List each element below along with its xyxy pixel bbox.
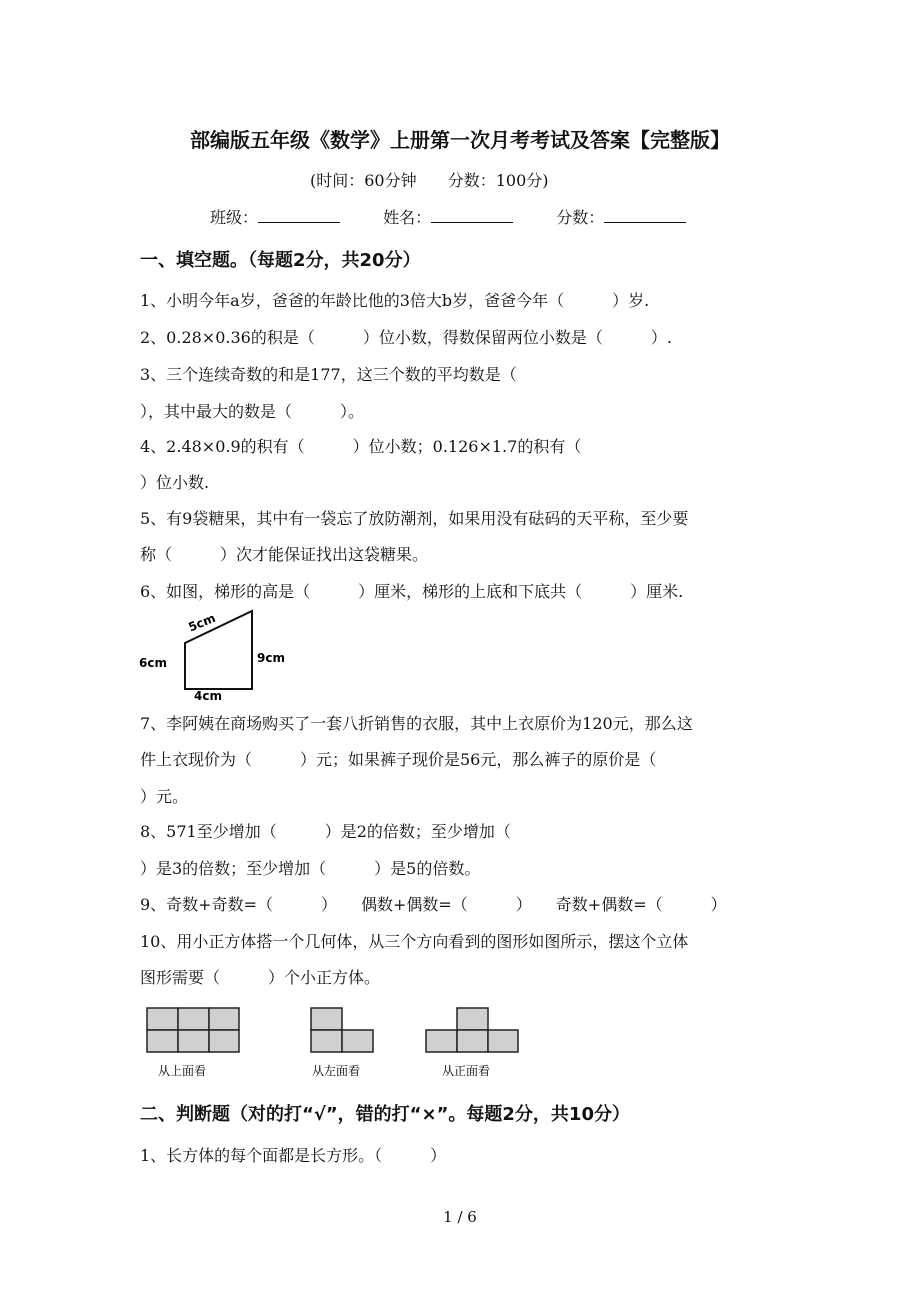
score-field[interactable] [604,208,686,223]
name-label: 姓名： [383,208,432,227]
question-line: 6、如图，梯形的高是（ ）厘米，梯形的上底和下底共（ ）厘米. [140,582,684,601]
section-heading: 二、判断题（对的打“√”，错的打“×”。每题2分，共10分） [140,1104,630,1125]
class-label: 班级： [210,208,259,227]
question-line: 件上衣现价为（ ）元；如果裤子现价是56元，那么裤子的原价是（ [140,750,657,769]
front-view [426,1008,518,1052]
question-line: 10、用小正方体搭一个几何体，从三个方向看到的图形如图所示，摆这个立体 [140,932,689,951]
question-line: 1、小明今年a岁，爸爸的年龄比他的3倍大b岁，爸爸今年（ ）岁. [140,291,650,310]
question-line: 1、长方体的每个面都是长方形。（ ） [140,1146,447,1165]
view-label: 从上面看 [158,1064,207,1078]
three-views-figure [140,1005,530,1083]
question-line: 4、2.48×0.9的积有（ ）位小数；0.126×1.7的积有（ [140,437,582,456]
slant-label: 5cm [186,610,218,635]
bottom-label: 4cm [194,689,222,700]
left-height-label: 6cm [139,656,167,670]
question-line: 图形需要（ ）个小正方体。 [140,968,381,987]
question-line: 2、0.28×0.36的积是（ ）位小数，得数保留两位小数是（ ）. [140,328,672,347]
question-line: ），其中最大的数是（ ）。 [140,402,365,421]
trapezoid-figure [136,605,306,700]
score-label: 分数： [556,208,605,227]
student-info [210,205,724,228]
section-heading: 一、填空题。（每题2分，共20分） [140,250,421,271]
question-line: 9、奇数+奇数=（ ） 偶数+偶数=（ ） 奇数+偶数=（ ） [140,895,727,914]
class-field[interactable] [258,208,340,223]
question-line: ）元。 [140,787,189,806]
view-label: 从正面看 [442,1064,491,1078]
time-info: (时间：60分钟 [310,171,417,190]
question-line: ）位小数. [140,473,210,492]
left-view [311,1008,373,1052]
question-line: 称（ ）次才能保证找出这袋糖果。 [140,545,429,564]
view-label: 从左面看 [312,1064,361,1078]
question-line: 5、有9袋糖果，其中有一袋忘了放防潮剂，如果用没有砝码的天平称，至少要 [140,509,689,528]
page-number: 1 / 6 [443,1208,477,1226]
total-score-info: 分数：100分) [447,171,549,190]
question-line: ）是3的倍数；至少增加（ ）是5的倍数。 [140,859,481,878]
page-title: 部编版五年级《数学》上册第一次月考考试及答案【完整版】 [190,128,730,152]
exam-meta [310,168,575,191]
right-side-label: 9cm [257,651,285,665]
top-view [147,1008,239,1052]
question-line: 3、三个连续奇数的和是177，这三个数的平均数是（ [140,365,517,384]
name-field[interactable] [431,208,513,223]
question-line: 8、571至少增加（ ）是2的倍数；至少增加（ [140,822,511,841]
question-line: 7、李阿姨在商场购买了一套八折销售的衣服，其中上衣原价为120元，那么这 [140,714,693,733]
